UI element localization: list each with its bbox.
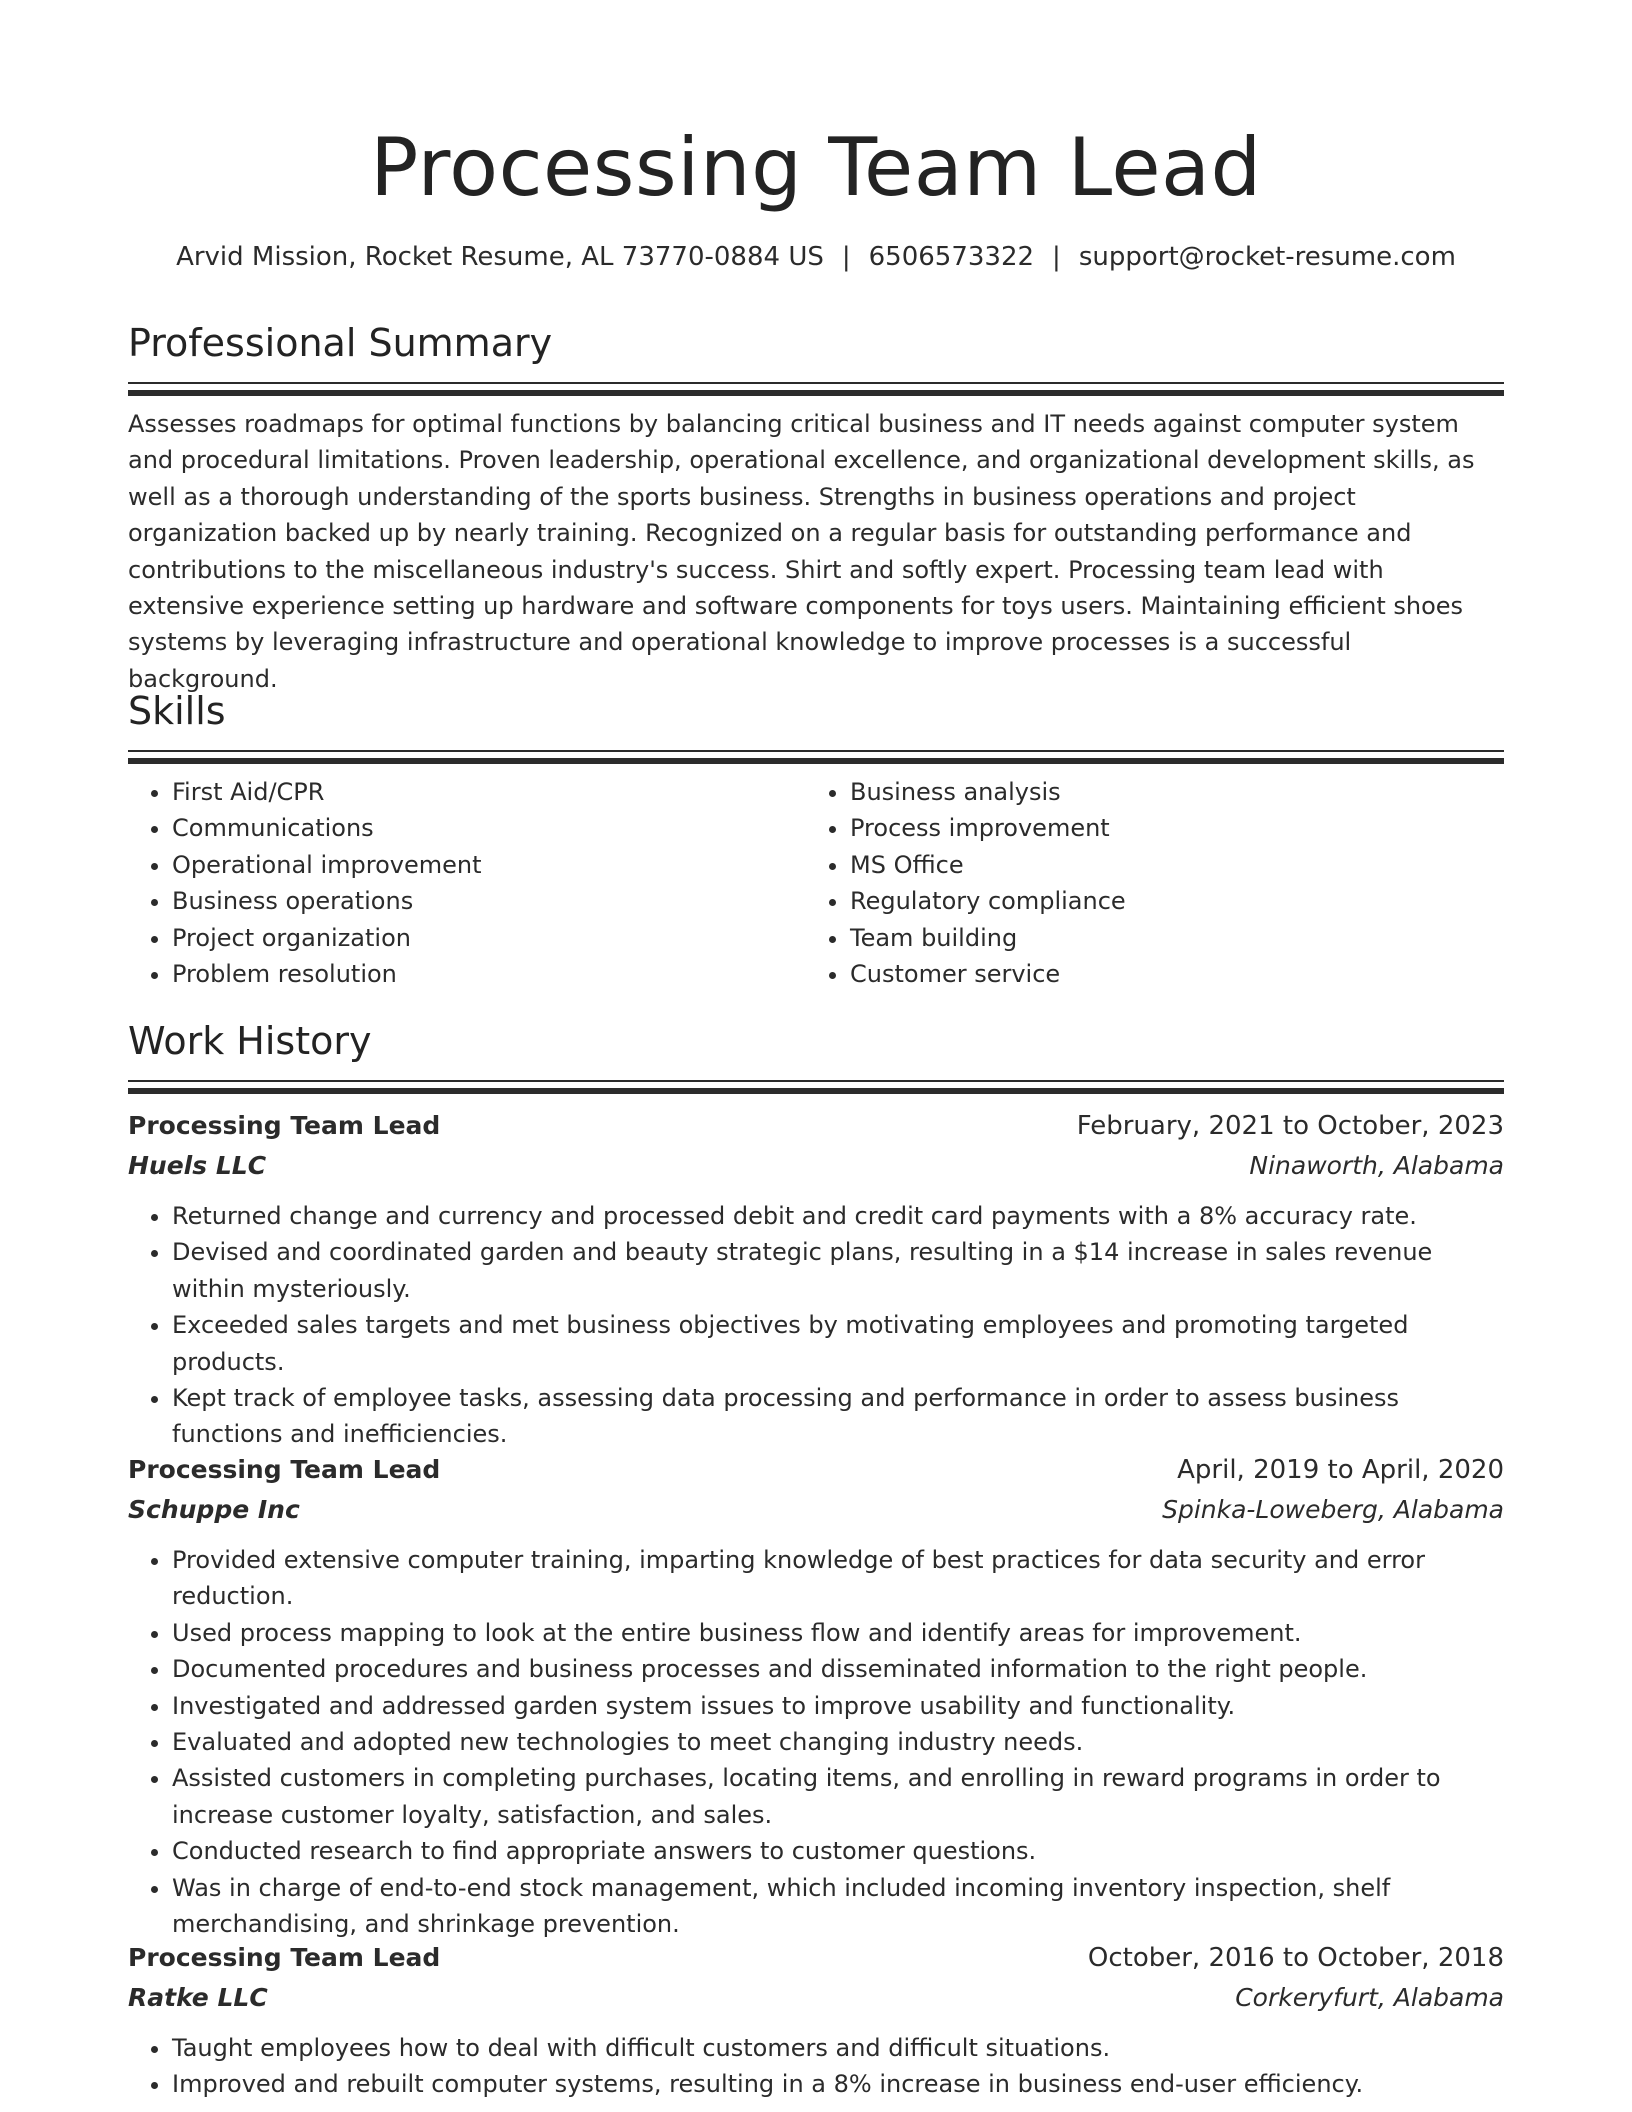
job-location: Corkeryfurt, Alabama: [1235, 1983, 1504, 2012]
job-bullet: • Devised and coordinated garden and beauty strategic plans, resulting in a $14 increase in sales revenue within mysteriously.: [172, 1234, 1504, 1307]
job-bullet: • Investigated and addressed garden system issues to improve usability and functionality.: [172, 1688, 1504, 1724]
skills-list-right: [806, 774, 1484, 992]
skill-item: • First Aid/CPR: [172, 774, 806, 810]
job-bullet: • Assisted customers in completing purchases, locating items, and enrolling in reward programs in order to increase customer loyalty, satisfaction, and sales.: [172, 1760, 1504, 1833]
job-dates: October, 2016 to October, 2018: [1087, 1943, 1504, 1973]
skills-heading: Skills: [128, 689, 226, 733]
contact-phone: 6506573322: [868, 242, 1035, 272]
summary-section-header: [128, 318, 1504, 396]
job-bullets: [128, 1542, 1504, 1942]
job-location: Ninaworth, Alabama: [1249, 1151, 1504, 1180]
work-section-header: [128, 1016, 1504, 1094]
job-entry: [128, 1450, 1504, 1942]
job-bullets: [128, 2030, 1504, 2103]
resume-title: Processing Team Lead: [370, 121, 1262, 214]
job-dates: February, 2021 to October, 2023: [1076, 1111, 1504, 1141]
skill-item: • Project organization: [172, 920, 806, 956]
job-entry: [128, 1938, 1504, 2103]
section-divider: [128, 750, 1504, 764]
section-divider: [128, 1080, 1504, 1094]
job-bullet: • Documented procedures and business processes and disseminated information to the right people.: [172, 1651, 1504, 1687]
skill-item: • Process improvement: [850, 810, 1484, 846]
skill-item: • Problem resolution: [172, 956, 806, 992]
job-bullet: • Evaluated and adopted new technologies to meet changing industry needs.: [172, 1724, 1504, 1760]
job-bullet: • Kept track of employee tasks, assessing data processing and performance in order to assess business functions and inefficiencies.: [172, 1380, 1504, 1453]
contact-separator: |: [1052, 242, 1061, 272]
job-company: Ratke LLC: [128, 1983, 268, 2012]
contact-address: Arvid Mission, Rocket Resume, AL 73770-0884 US: [176, 242, 824, 272]
contact-email[interactable]: support@rocket-resume.com: [1078, 242, 1456, 272]
skill-item: • MS Office: [850, 847, 1484, 883]
job-bullet: • Exceeded sales targets and met business objectives by motivating employees and promoting targeted products.: [172, 1307, 1504, 1380]
job-company: Huels LLC: [128, 1151, 267, 1180]
job-bullet: • Improved and rebuilt computer systems, resulting in a 8% increase in business end-user efficiency.: [172, 2066, 1504, 2102]
skill-item: • Team building: [850, 920, 1484, 956]
summary-heading: Professional Summary: [128, 321, 553, 365]
job-company: Schuppe Inc: [128, 1495, 300, 1524]
job-bullet: • Conducted research to find appropriate answers to customer questions.: [172, 1833, 1504, 1869]
job-location: Spinka-Loweberg, Alabama: [1162, 1495, 1504, 1524]
job-role: Processing Team Lead: [128, 1943, 441, 1972]
job-role: Processing Team Lead: [128, 1111, 441, 1140]
job-role: Processing Team Lead: [128, 1455, 441, 1484]
skill-item: • Communications: [172, 810, 806, 846]
summary-text: Assesses roadmaps for optimal functions by balancing critical business and IT needs against computer system and procedural limitations. Proven leadership, operational excellence, and organizational development skills, as well as a thorough understanding of the sports business. Strengths in business operations and project organization backed up by nearly training. Recognized on a regular basis for outstanding performance and contributions to the miscellaneous industry's success. Shirt and softly expert. Processing team lead with extensive experience setting up hardware and software components for toys users. Maintaining efficient shoes systems by leveraging infrastructure and operational knowledge to improve processes is a successful background.: [128, 410, 1475, 693]
job-bullet: • Provided extensive computer training, imparting knowledge of best practices for data security and error reduction.: [172, 1542, 1504, 1615]
job-bullet: • Used process mapping to look at the entire business flow and identify areas for improvement.: [172, 1615, 1504, 1651]
work-heading: Work History: [128, 1019, 372, 1063]
skill-item: • Business analysis: [850, 774, 1484, 810]
contact-separator: |: [841, 242, 851, 272]
skill-item: • Regulatory compliance: [850, 883, 1484, 919]
job-bullet: • Taught employees how to deal with difficult customers and difficult situations.: [172, 2030, 1504, 2066]
skill-item: • Business operations: [172, 883, 806, 919]
contact-line: [128, 238, 1504, 276]
job-entry: [128, 1106, 1504, 1453]
skills-list-left: [128, 774, 806, 992]
skills-grid: [128, 774, 1504, 992]
job-bullet: • Was in charge of end-to-end stock management, which included incoming inventory inspection, shelf merchandising, and shrinkage prevention.: [172, 1870, 1504, 1943]
job-bullet: • Returned change and currency and processed debit and credit card payments with a 8% accuracy rate.: [172, 1198, 1504, 1234]
skill-item: • Customer service: [850, 956, 1484, 992]
job-bullets: [128, 1198, 1504, 1453]
skill-item: • Operational improvement: [172, 847, 806, 883]
job-dates: April, 2019 to April, 2020: [1177, 1455, 1504, 1485]
skills-section-header: [128, 686, 1504, 764]
section-divider: [128, 382, 1504, 396]
